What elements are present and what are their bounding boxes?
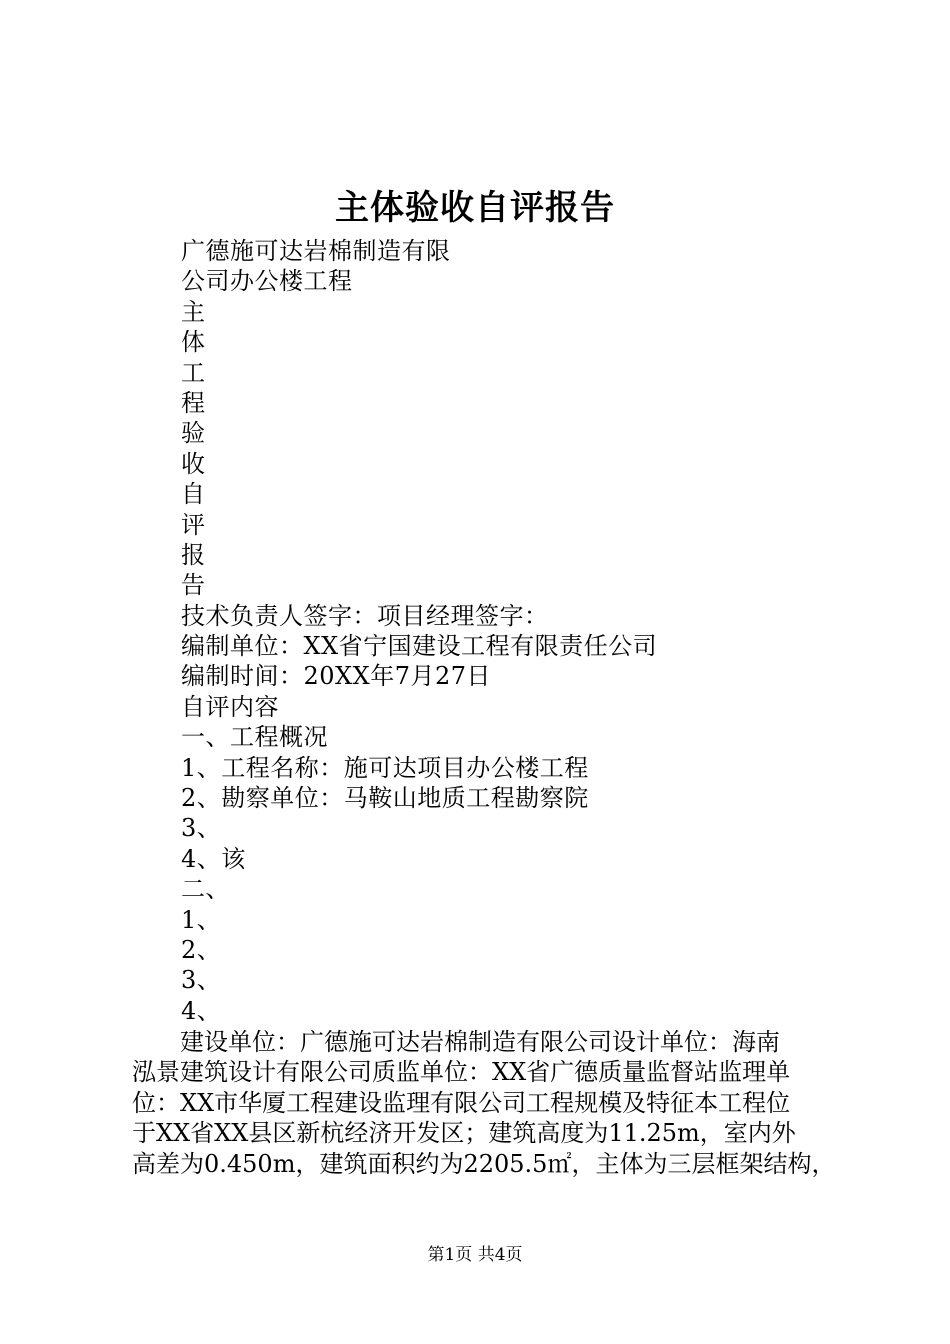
text-line: 主 [181,297,206,326]
section-heading: 自评内容 [181,692,279,721]
body-paragraph [132,1027,836,1179]
list-item: 1、 [181,905,222,934]
compile-date-line: 编制时间：20XX年7月27日 [181,662,492,691]
list-item: 3、 [181,966,222,995]
text-line: 报 [181,540,206,569]
list-item: 2、勘察单位：马鞍山地质工程勘察院 [181,784,589,813]
text-line: 工 [181,358,206,387]
paragraph-line: 于XX省XX县区新杭经济开发区；建筑高度为11.25m，室内外 [132,1119,796,1148]
paragraph-line: 高差为0.450m，建筑面积约为2205.5㎡，主体为三层框架结构， [132,1149,836,1178]
text-line: 自 [181,480,206,509]
document-title: 主体验收自评报告 [335,188,615,228]
text-line: 程 [181,388,206,417]
list-item: 4、该 [181,844,246,873]
text-line: 评 [181,510,206,539]
list-item: 4、 [181,996,222,1025]
text-line: 告 [181,571,206,600]
page-footer: 第1页 共4页 [427,1245,523,1265]
signature-line: 技术负责人签字：项目经理签字： [181,601,549,630]
section-heading: 二、 [181,875,230,904]
text-line: 公司办公楼工程 [181,267,353,296]
text-line: 广德施可达岩棉制造有限 [181,237,451,265]
list-item: 3、 [181,814,222,843]
text-line: 验 [181,419,206,448]
paragraph-line: 建设单位：广德施可达岩棉制造有限公司设计单位：海南 [180,1028,780,1056]
compiler-unit-line: 编制单位：XX省宁国建设工程有限责任公司 [181,632,658,661]
text-line: 体 [181,328,206,357]
paragraph-line: 泓景建筑设计有限公司质监单位：XX省广德质量监督站监理单 [132,1058,791,1087]
text-line: 收 [181,449,206,478]
section-heading: 一、工程概况 [181,723,328,752]
document-lines [181,236,881,1026]
list-item: 2、 [181,935,222,964]
paragraph-line: 位：XX市华厦工程建设监理有限公司工程规模及特征本工程位 [132,1088,791,1117]
list-item: 1、工程名称：施可达项目办公楼工程 [181,753,589,782]
